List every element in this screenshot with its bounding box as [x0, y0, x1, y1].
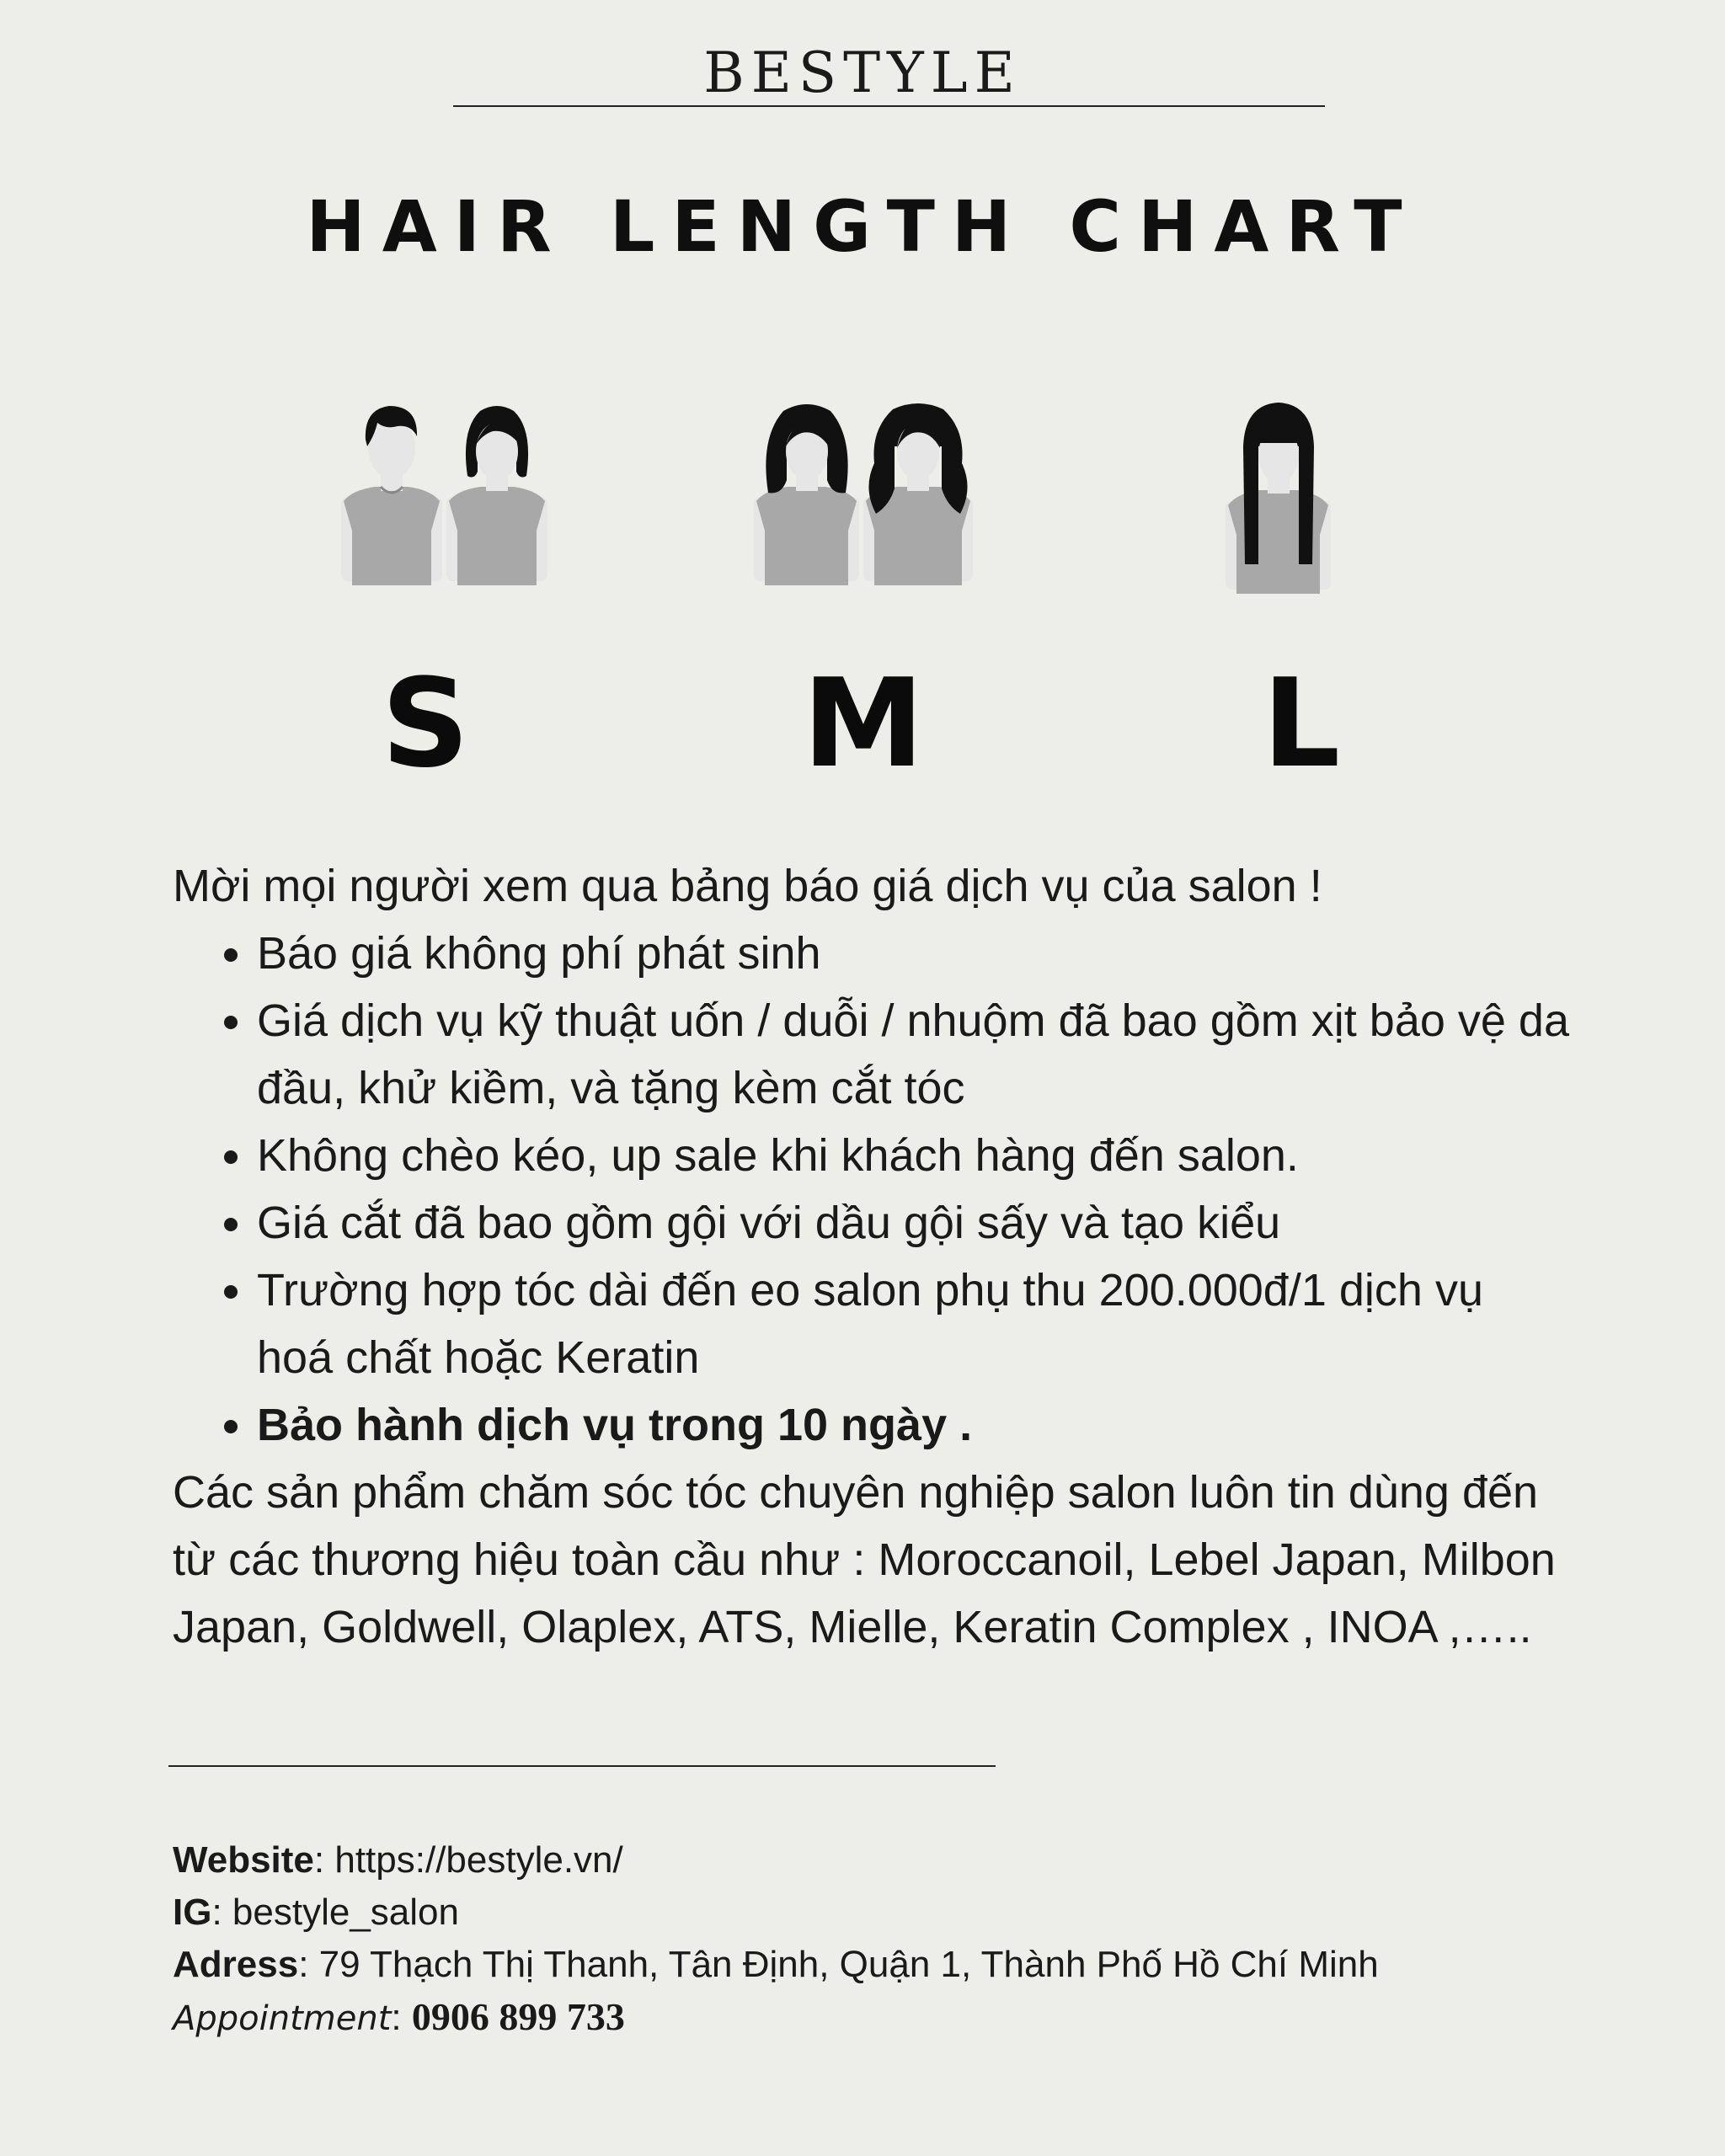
size-label-l: L: [1262, 653, 1341, 795]
size-label-s: S: [381, 653, 470, 795]
policy-item: • Không chèo kéo, up sale khi khách hàng đến salon.: [257, 1122, 1571, 1189]
section-divider: [168, 1765, 996, 1767]
ig-label: IG: [173, 1892, 212, 1933]
service-info: [173, 852, 1571, 1661]
warranty-item: • Bảo hành dịch vụ trong 10 ngày .: [257, 1391, 1571, 1459]
figure-long-hair-woman: [1221, 396, 1335, 598]
products-text: Các sản phẩm chăm sóc tóc chuyên nghiệp salon luôn tin dùng đến từ các thương hiệu toàn cầu như : Moroccanoil, Lebel Japan, Milbon Japan, Goldwell, Olaplex, ATS, Mielle, Keratin Complex , INOA ,…..: [173, 1467, 1556, 1652]
website-label: Website: [173, 1839, 314, 1881]
appointment-label: Appointment: [173, 1999, 392, 2038]
figure-medium-hair-woman-2: [859, 396, 977, 590]
address-line: Adress: 79 Thạch Thị Thanh, Tân Định, Quận 1, Thành Phố Hồ Chí Minh: [173, 1944, 1379, 1985]
size-label-m: M: [802, 653, 925, 795]
figure-short-hair-woman: [442, 396, 552, 590]
ig-handle[interactable]: bestyle_salon: [232, 1892, 459, 1933]
policy-item: • Giá dịch vụ kỹ thuật uốn / duỗi / nhuộm đã bao gồm xịt bảo vệ da đầu, khử kiềm, và tặng kèm cắt tóc: [257, 987, 1571, 1122]
policy-list: [173, 920, 1571, 1459]
policy-item: • Trường hợp tóc dài đến eo salon phụ thu 200.000đ/1 dịch vụ hoá chất hoặc Keratin: [257, 1257, 1571, 1391]
intro-text: Mời mọi người xem qua bảng báo giá dịch vụ của salon !: [173, 861, 1322, 911]
appointment-line: Appointment: 0906 899 733: [173, 1995, 625, 2038]
page-title: HAIR LENGTH CHART: [306, 185, 1419, 268]
address-value: 79 Thạch Thị Thanh, Tân Định, Quận 1, Thành Phố Hồ Chí Minh: [318, 1944, 1379, 1985]
policy-item: • Giá cắt đã bao gồm gội với dầu gội sấy và tạo kiểu: [257, 1189, 1571, 1257]
brand-name: BESTYLE: [703, 40, 1022, 105]
address-label: Adress: [173, 1944, 299, 1985]
contact-info: [173, 1834, 1379, 2045]
figure-short-hair-man: [337, 396, 446, 590]
ig-line: IG: bestyle_salon: [173, 1892, 459, 1933]
figure-medium-hair-woman-1: [750, 396, 863, 590]
website-line: Website: https://bestyle.vn/: [173, 1839, 623, 1881]
policy-item: • Báo giá không phí phát sinh: [257, 920, 1571, 987]
website-link[interactable]: https://bestyle.vn/: [334, 1839, 623, 1881]
phone-number[interactable]: 0906 899 733: [411, 1995, 625, 2038]
brand-divider: [453, 105, 1325, 107]
